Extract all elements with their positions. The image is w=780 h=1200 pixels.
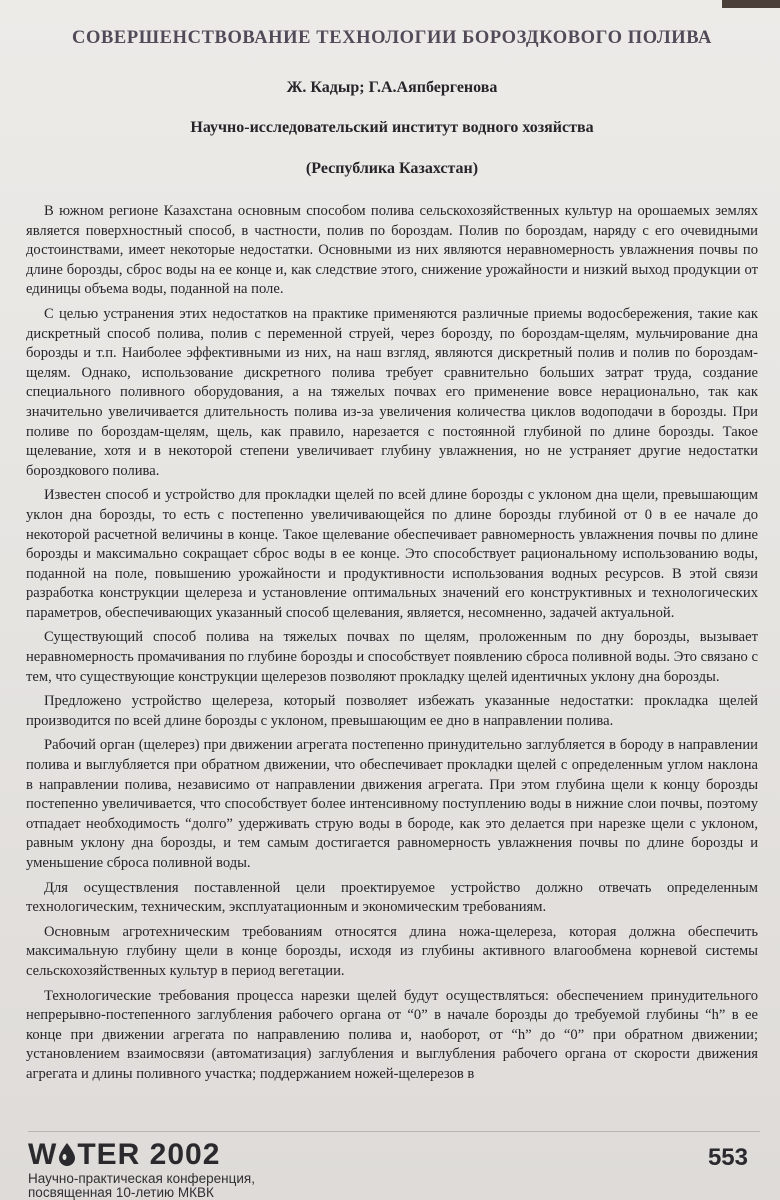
paragraph: Для осуществления поставленной цели проектируемое устройство должно отвечать определенным технологическим, техническим, эксплуатационным и экономическим требованиям. <box>26 879 758 916</box>
article-authors: Ж. Кадыр; Г.А.Аяпбергенова <box>286 79 498 96</box>
conference-logo <box>28 1140 220 1170</box>
paragraph: Основным агротехническим требованиям относятся длина ножа-щелереза, которая должна обеспечить максимальную глубину щели в конце борозды, исходя из глубины активного влагообмена корневой системы сельскохозяйственных культур в период вегетации. <box>26 923 758 979</box>
article-title: СОВЕРШЕНСТВОВАНИЕ ТЕХНОЛОГИИ БОРОЗДКОВОГО ПОЛИВА <box>72 28 712 48</box>
paragraph: В южном регионе Казахстана основным способом полива сельскохозяйственных культур на орошаемых землях является поверхностный способ, в частности, полив по бороздам. Полив по бороздам, наряду с его очевидными достоинствами, имеет некоторые недостатки. Основными из них являются неравномерность увлажнения почвы по длине борозды, сброс воды на ее конце и, как следствие этого, снижение урожайности и низкий выход продукции от единицы объема воды, поданной на поле. <box>26 203 758 298</box>
page-number: 553 <box>707 1144 748 1171</box>
conference-subtitle-line: посвященная 10-летию МКВК <box>28 1185 214 1200</box>
paragraph: Известен способ и устройство для прокладки щелей по всей длине борозды с уклоном дна щели, превышающим уклон дна борозды, то есть с постепенно увеличивающейся по длине борозды глубиной от 0 в ее начале до некоторой расчетной величины в конце. Такое щелевание обеспечивает равномерность увлажнения почвы по длине борозды и максимально сокращает сброс воды в ее конце. Это способствует рациональному использованию воды, поданной на поле, повышению урожайности и продуктивности использования водных ресурсов. В этой связи разработка конструкции щелереза и установление оптимальных значений его конструктивных и технологических параметров, обеспечивающих указанный способ щелевания, является, несомненно, задачей актуальной. <box>26 487 758 621</box>
paragraph: Предложено устройство щелереза, который позволяет избежать указанные недостатки: прокладка щелей производится по всей длине борозды с уклоном, превышающим ее дно в направлении полива. <box>26 693 758 729</box>
paragraph: Технологические требования процесса нарезки щелей будут осуществляться: обеспечением принудительного непрерывно-постепенного заглубления рабочего органа от “0” в начале борозды до требуемой глубины “h” в ее конце при движении агрегата по направлению полива и, наоборот, от “h” до “0” при обратном движении; установлением взаимосвязи (автоматизация) заглубления и выглубления рабочего органа от скорости движения агрегата и длины поливного участка; поддержанием ножей-щелерезов в <box>26 987 758 1082</box>
water-drop-icon <box>57 1142 77 1166</box>
article-country: (Республика Казахстан) <box>305 160 479 177</box>
page-corner-shadow <box>722 0 780 8</box>
conference-subtitle-line: Научно-практическая конференция, <box>28 1171 255 1186</box>
article-body <box>26 202 758 1085</box>
page-footer <box>28 1131 760 1200</box>
conference-subtitle <box>28 1172 255 1200</box>
paragraph: Существующий способ полива на тяжелых почвах по щелям, проложенным по дну борозды, вызывает неравномерность промачивания по глубине борозды и способствует появлению сброса поливной воды. Это связано с тем, что существующие конструкции щелерезов позволяют прокладку щелей идентичных уклону дна борозды. <box>26 629 758 685</box>
logo-text-suffix: TER 2002 <box>77 1138 221 1171</box>
logo-text-prefix: W <box>28 1138 58 1171</box>
article-institute: Научно-исследовательский институт водного хозяйства <box>190 119 594 136</box>
paragraph: Рабочий орган (щелерез) при движении агрегата постепенно принудительно заглубляется в бороду в направлении полива и выглубляется при обратном движении, что обеспечивает прокладки щелей с определенным углом наклона в направлении полива, независимо от направлении движения агрегата. При этом глубина щели к концу борозды постепенно увеличивается, что способствует более интенсивному поступлению воды в нижние слои почвы, поэтому отпадает необходимость “долго” удерживать струю воды в бороде, как это делается при нарезке щели с уклоном, равным уклону дна борозды, и тем самым достигается равномерность увлажнения почвы по длине борозды и уменьшение сброса поливной воды. <box>26 737 758 871</box>
paragraph: С целью устранения этих недостатков на практике применяются различные приемы водосбережения, такие как дискретный способ полива, полив с переменной струей, через борозду, по бороздам-щелям, мульчирование дна борозды и т.п. Наиболее эффективными из них, на наш взгляд, являются дискретный полив и полив по бороздам-щелям. Однако, использование дискретного полива требует сравнительно больших затрат труда, создание специального поливного оборудования, а на тяжелых почвах его применение вовсе нерационально, так как значительно увеличивается длительность полива из-за увеличения количества циклов водоподачи в борозды. При поливе по бороздам-щелям, щель, как правило, нарезается с постоянной глубиной по длине борозды. Такое щелевание, хотя и в некоторой степени увеличивает глубину увлажнения, но не устраняет другие недостатки бороздкового полива. <box>26 305 758 479</box>
